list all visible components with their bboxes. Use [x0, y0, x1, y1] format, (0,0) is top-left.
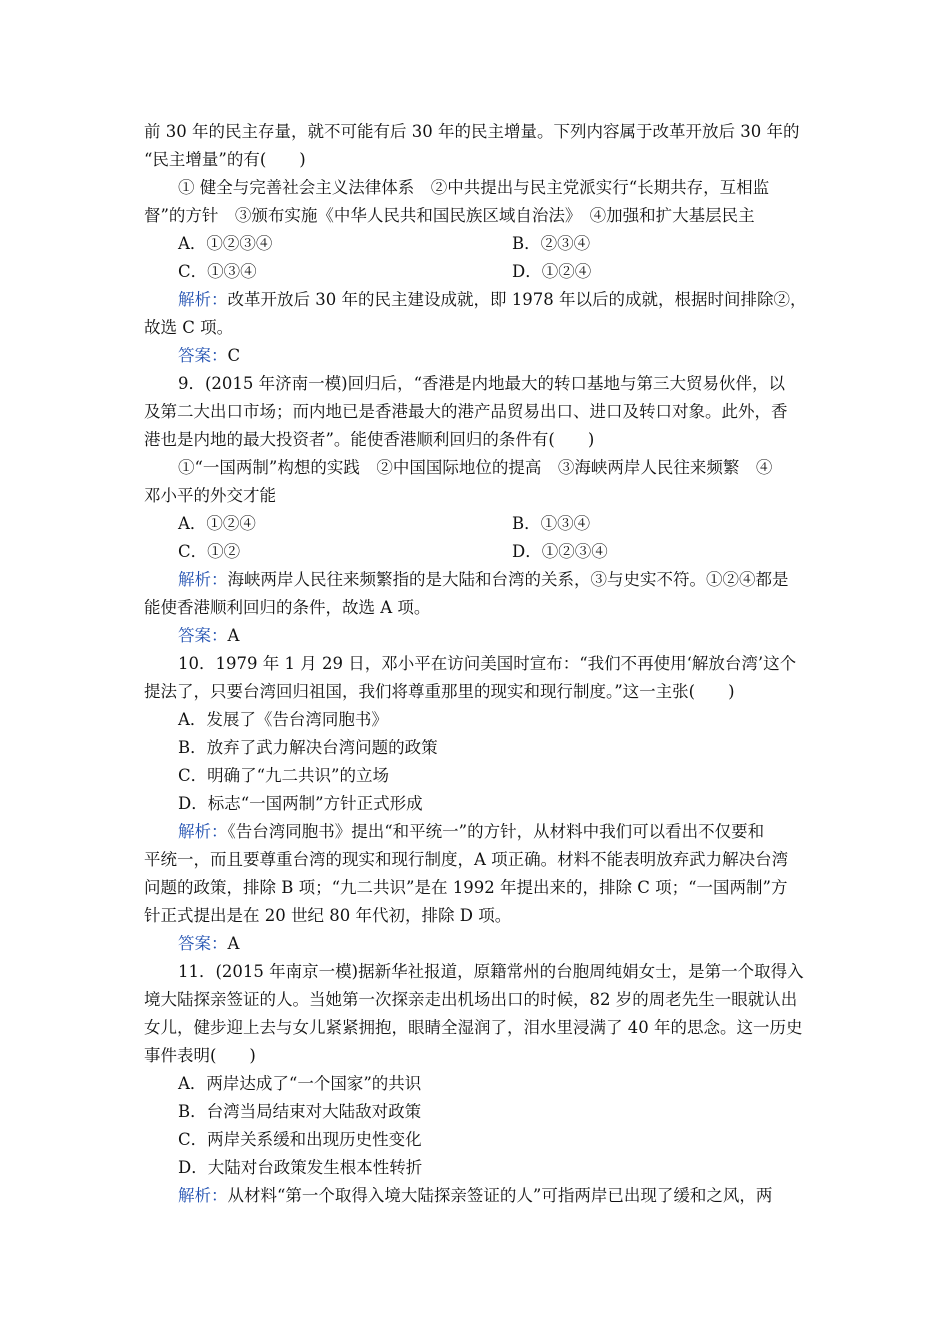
analysis-text: 《告台湾同胞书》提出“和平统一”的方针，从材料中我们可以看出不仅要和	[227, 822, 765, 841]
analysis-label: 解析：	[178, 290, 228, 309]
q10-option-b: B．放弃了武力解决台湾问题的政策	[178, 738, 438, 757]
q10-option-a: A．发展了《告台湾同胞书》	[178, 710, 388, 729]
q10-analysis-line-4: 针正式提出是在 20 世纪 80 年代初，排除 D 项。	[144, 906, 512, 925]
q9-analysis-line-2: 能使香港顺利回归的条件，故选 A 项。	[144, 598, 431, 617]
q10-analysis-line-1	[178, 821, 764, 843]
analysis-label: 解析：	[178, 570, 228, 589]
answer-value: A	[227, 626, 240, 645]
q10-option-d: D．标志“一国两制”方针正式形成	[178, 794, 423, 813]
q8-option-d: D．①②④	[512, 262, 592, 281]
q10-answer	[178, 933, 239, 955]
analysis-text: 海峡两岸人民往来频繁指的是大陆和台湾的关系，③与史实不符。①②④都是	[227, 570, 789, 589]
q8-option-a: A．①②③④	[178, 234, 273, 253]
q11-stem-line-4: 事件表明( )	[144, 1046, 256, 1065]
answer-label: 答案：	[178, 934, 228, 953]
analysis-label: 解析：	[178, 1186, 228, 1205]
q8-stem-line-2: “民主增量”的有( )	[144, 150, 306, 169]
q10-option-c: C．明确了“九二共识”的立场	[178, 766, 389, 785]
q9-stem-line-1: 9．(2015 年济南一模)回归后，“香港是内地最大的转口基地与第三大贸易伙伴，以	[178, 374, 786, 393]
q11-stem-line-3: 女儿，健步迎上去与女儿紧紧拥抱，眼睛全湿润了，泪水里浸满了 40 年的思念。这一历史	[144, 1018, 803, 1037]
q11-analysis-line-1	[178, 1185, 772, 1207]
q8-items-line-1: ① 健全与完善社会主义法律体系 ②中共提出与民主党派实行“长期共存，互相监	[178, 178, 770, 197]
answer-value: A	[227, 934, 240, 953]
q8-option-b: B．②③④	[512, 234, 591, 253]
q8-items-line-2: 督”的方针 ③颁布实施《中华人民共和国民族区域自治法》 ④加强和扩大基层民主	[144, 206, 755, 225]
q10-stem-line-2: 提法了，只要台湾回归祖国，我们将尊重那里的现实和现行制度。”这一主张( )	[144, 682, 735, 701]
q11-option-b: B．台湾当局结束对大陆敌对政策	[178, 1102, 422, 1121]
q9-option-c: C．①②	[178, 542, 241, 561]
q9-option-a: A．①②④	[178, 514, 256, 533]
analysis-text: 从材料“第一个取得入境大陆探亲签证的人”可指两岸已出现了缓和之风，两	[227, 1186, 773, 1205]
q8-analysis-line-2: 故选 C 项。	[144, 318, 234, 337]
q11-option-a: A．两岸达成了“一个国家”的共识	[178, 1074, 422, 1093]
q9-stem-line-2: 及第二大出口市场；而内地已是香港最大的港产品贸易出口、进口及转口对象。此外，香	[144, 402, 788, 421]
q9-items-line-1: ①“一国两制”构想的实践 ②中国国际地位的提高 ③海峡两岸人民往来频繁 ④	[178, 458, 773, 477]
answer-label: 答案：	[178, 626, 228, 645]
answer-label: 答案：	[178, 346, 228, 365]
q10-analysis-line-3: 问题的政策，排除 B 项；“九二共识”是在 1992 年提出来的，排除 C 项；“一国两制”方	[144, 878, 788, 897]
q9-option-b: B．①③④	[512, 514, 591, 533]
q11-option-d: D．大陆对台政策发生根本性转折	[178, 1158, 423, 1177]
q9-answer	[178, 625, 239, 647]
analysis-label: 解析：	[178, 822, 228, 841]
q11-stem-line-2: 境大陆探亲签证的人。当她第一次探亲走出机场出口的时候，82 岁的周老先生一眼就认出	[144, 990, 798, 1009]
analysis-text: 改革开放后 30 年的民主建设成就，即 1978 年以后的成就，根据时间排除②，	[227, 290, 807, 309]
answer-value: C	[227, 346, 241, 365]
q9-stem-line-3: 港也是内地的最大投资者”。能使香港顺利回归的条件有( )	[144, 430, 595, 449]
q8-answer	[178, 345, 240, 367]
q8-stem-line-1: 前 30 年的民主存量，就不可能有后 30 年的民主增量。下列内容属于改革开放后 30 年的	[144, 122, 800, 141]
q10-analysis-line-2: 平统一，而且要尊重台湾的现实和现行制度，A 项正确。材料不能表明放弃武力解决台湾	[144, 850, 789, 869]
q8-analysis-line-1	[178, 289, 806, 311]
q11-stem-line-1: 11．(2015 年南京一模)据新华社报道，原籍常州的台胞周纯娟女士，是第一个取得入	[178, 962, 804, 981]
q9-option-d: D．①②③④	[512, 542, 608, 561]
q10-stem-line-1: 10．1979 年 1 月 29 日，邓小平在访问美国时宣布：“我们不再使用‘解放台湾’这个	[178, 654, 797, 673]
q8-option-c: C．①③④	[178, 262, 257, 281]
q11-option-c: C．两岸关系缓和出现历史性变化	[178, 1130, 422, 1149]
q9-items-line-2: 邓小平的外交才能	[144, 486, 276, 505]
q9-analysis-line-1	[178, 569, 789, 591]
